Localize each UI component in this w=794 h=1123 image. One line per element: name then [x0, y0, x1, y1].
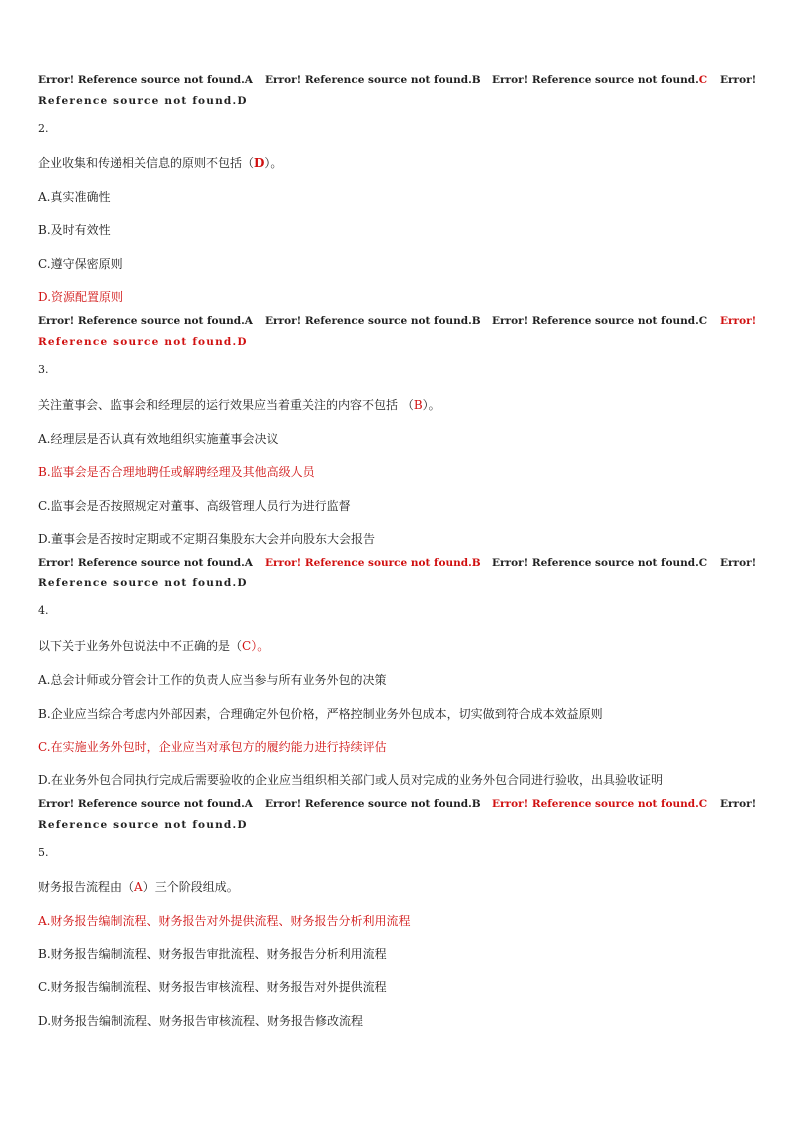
reference-error-continuation: Reference source not found.D — [38, 95, 248, 107]
reference-error-continuation: Reference source not found.D — [38, 336, 248, 348]
option-c: C.财务报告编制流程、财务报告审核流程、财务报告对外提供流程 — [38, 980, 387, 994]
question-stem: 财务报告流程由（A）三个阶段组成。 — [38, 880, 239, 894]
reference-error-d: Error! — [720, 315, 757, 327]
question-stem: 以下关于业务外包说法中不正确的是（C）。 — [38, 639, 270, 653]
reference-error-continuation: Reference source not found.D — [38, 819, 248, 831]
option-d: D.董事会是否按时定期或不定期召集股东大会并向股东大会报告 — [38, 532, 376, 546]
answer-letter: D — [254, 156, 265, 170]
reference-error-row — [38, 557, 758, 573]
option-a: A.经理层是否认真有效地组织实施董事会决议 — [38, 432, 279, 446]
option-b: B.企业应当综合考虑内外部因素，合理确定外包价格，严格控制业务外包成本，切实做到符合成本效益原则 — [38, 707, 603, 721]
reference-error-row — [38, 315, 758, 331]
question-number: 5. — [38, 846, 49, 859]
option-b: B.及时有效性 — [38, 223, 111, 237]
reference-error-a: Error! Reference source not found.A — [38, 557, 253, 569]
question-number: 2. — [38, 122, 49, 135]
question-number: 3. — [38, 363, 49, 376]
option-b: B.财务报告编制流程、财务报告审批流程、财务报告分析利用流程 — [38, 947, 387, 961]
answer-letter: A — [134, 880, 143, 894]
reference-error-row — [38, 74, 758, 90]
option-a: A.总会计师或分管会计工作的负责人应当参与所有业务外包的决策 — [38, 673, 387, 687]
reference-error-c: Error! Reference source not found.C — [492, 557, 708, 569]
option-a: A.真实准确性 — [38, 190, 111, 204]
reference-error-c: Error! Reference source not found.C — [492, 315, 708, 327]
reference-error-continuation: Reference source not found.D — [38, 577, 248, 589]
question-stem: 关注董事会、监事会和经理层的运行效果应当着重关注的内容不包括 （B）。 — [38, 398, 441, 412]
answer-letter: B — [413, 398, 423, 412]
reference-error-d: Error! — [720, 557, 757, 569]
option-a-correct: A.财务报告编制流程、财务报告对外提供流程、财务报告分析利用流程 — [38, 914, 411, 928]
reference-error-a: Error! Reference source not found.A — [38, 74, 253, 86]
reference-error-c: Error! Reference source not found.C — [492, 74, 708, 86]
option-b-correct: B.监事会是否合理地聘任或解聘经理及其他高级人员 — [38, 465, 315, 479]
option-d: D.在业务外包合同执行完成后需要验收的企业应当组织相关部门或人员对完成的业务外包合同进行验收，出具验收证明 — [38, 773, 664, 787]
reference-error-row — [38, 798, 758, 814]
question-stem: 企业收集和传递相关信息的原则不包括（D）。 — [38, 156, 283, 170]
answer-letter: C — [242, 639, 252, 653]
reference-error-b: Error! Reference source not found.B — [265, 798, 481, 810]
reference-error-c: Error! Reference source not found.C — [492, 798, 708, 810]
reference-error-b: Error! Reference source not found.B — [265, 315, 481, 327]
option-c: C.遵守保密原则 — [38, 257, 123, 271]
reference-error-d: Error! — [720, 798, 757, 810]
reference-error-a: Error! Reference source not found.A — [38, 798, 253, 810]
reference-error-d: Error! — [720, 74, 757, 86]
answer-letter: C — [698, 74, 708, 86]
question-number: 4. — [38, 604, 49, 617]
reference-error-b: Error! Reference source not found.B — [265, 74, 481, 86]
option-c-correct: C.在实施业务外包时，企业应当对承包方的履约能力进行持续评估 — [38, 740, 387, 754]
reference-error-a: Error! Reference source not found.A — [38, 315, 253, 327]
option-d-correct: D.资源配置原则 — [38, 290, 124, 304]
option-c: C.监事会是否按照规定对董事、高级管理人员行为进行监督 — [38, 499, 351, 513]
reference-error-b: Error! Reference source not found.B — [265, 557, 481, 569]
option-d: D.财务报告编制流程、财务报告审核流程、财务报告修改流程 — [38, 1014, 364, 1028]
